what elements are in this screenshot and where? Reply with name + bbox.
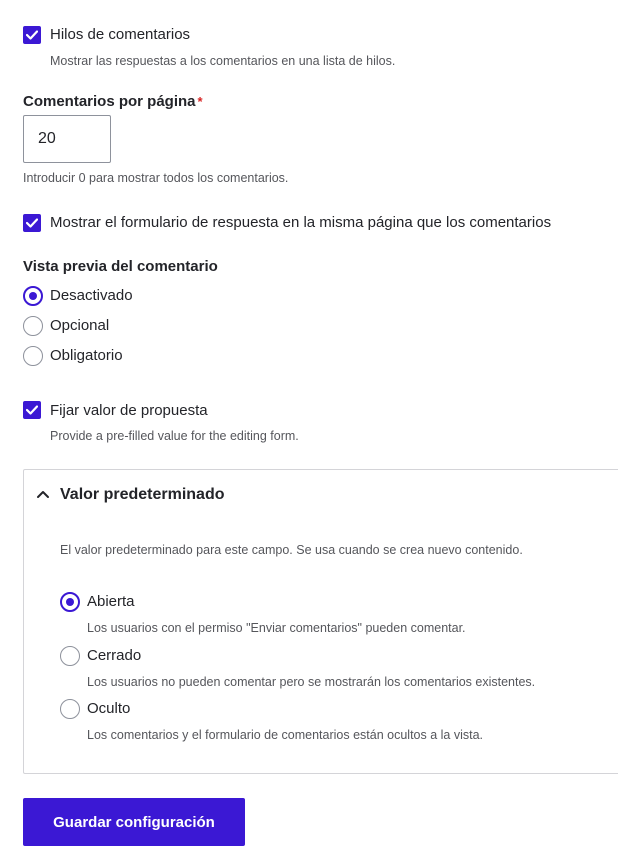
- chevron-up-icon[interactable]: [36, 486, 56, 502]
- per-page-description: Introducir 0 para mostrar todos los comentarios.: [23, 171, 289, 185]
- preview-option-label[interactable]: Desactivado: [50, 287, 133, 304]
- threads-checkbox[interactable]: [23, 26, 41, 44]
- required-mark: *: [197, 94, 203, 109]
- per-page-label-text: Comentarios por página: [23, 93, 196, 110]
- status-option-description: Los comentarios y el formulario de comentarios están ocultos a la vista.: [87, 728, 484, 742]
- status-option-description: Los usuarios con el permiso "Enviar comentarios" pueden comentar.: [87, 621, 466, 635]
- preview-option-label[interactable]: Opcional: [50, 317, 110, 334]
- preview-radio-desactivado[interactable]: [23, 286, 43, 306]
- status-option-description: Los usuarios no pueden comentar pero se mostrarán los comentarios existentes.: [87, 675, 536, 689]
- status-radio-abierta[interactable]: [60, 592, 80, 612]
- checkmark-icon: [26, 30, 38, 40]
- status-radio-cerrado[interactable]: [60, 646, 80, 666]
- reply-form-label[interactable]: Mostrar el formulario de respuesta en la misma página que los comentarios: [50, 214, 552, 231]
- per-page-label: [23, 93, 203, 111]
- status-option-label[interactable]: Abierta: [87, 593, 135, 610]
- reply-form-checkbox[interactable]: [23, 214, 41, 232]
- threads-description: Mostrar las respuestas a los comentarios en una lista de hilos.: [50, 54, 396, 68]
- threads-label[interactable]: Hilos de comentarios: [50, 26, 191, 43]
- panel-title[interactable]: Valor predeterminado: [60, 486, 225, 503]
- default-value-description: Provide a pre-filled value for the editing form.: [50, 429, 299, 443]
- status-option-label[interactable]: Cerrado: [87, 647, 142, 664]
- panel-description: El valor predeterminado para este campo. Se usa cuando se crea nuevo contenido.: [60, 543, 523, 557]
- checkmark-icon: [26, 405, 38, 415]
- status-radio-oculto[interactable]: [60, 699, 80, 719]
- checkmark-icon: [26, 218, 38, 228]
- preview-radio-obligatorio[interactable]: [23, 346, 43, 366]
- preview-heading: Vista previa del comentario: [23, 258, 218, 275]
- per-page-input[interactable]: [23, 115, 111, 163]
- status-option-label[interactable]: Oculto: [87, 700, 131, 717]
- preview-option-label[interactable]: Obligatorio: [50, 347, 123, 364]
- save-configuration-button[interactable]: Guardar configuración: [23, 798, 245, 846]
- default-value-label[interactable]: Fijar valor de propuesta: [50, 402, 208, 419]
- preview-radio-opcional[interactable]: [23, 316, 43, 336]
- default-value-checkbox[interactable]: [23, 401, 41, 419]
